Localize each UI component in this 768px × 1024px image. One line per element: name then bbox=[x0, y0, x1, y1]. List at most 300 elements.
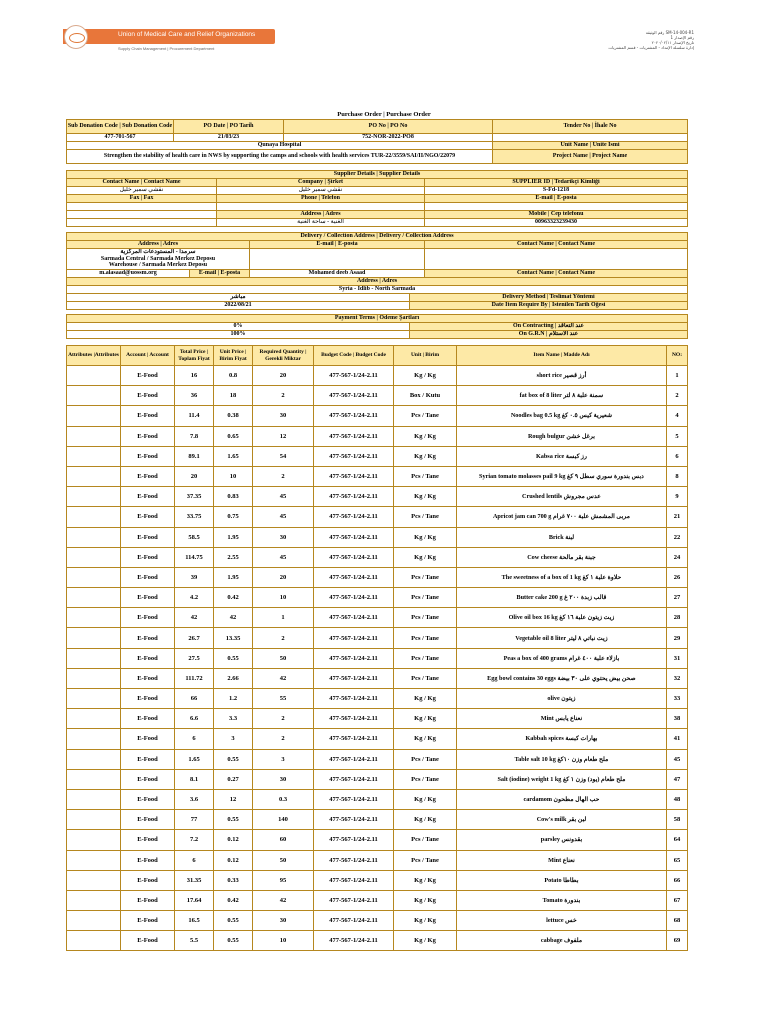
cell-total-price: 16.5 bbox=[175, 911, 214, 931]
tender-label: Tender No | İhale No bbox=[493, 120, 688, 134]
cell-budget-code: 477-567-1/24-2.11 bbox=[314, 386, 394, 406]
cell-unit: Pcs / Tane bbox=[394, 749, 457, 769]
cell-quantity: 45 bbox=[253, 487, 314, 507]
cell-unit: Kg / Kg bbox=[394, 911, 457, 931]
cell-total-price: 27.5 bbox=[175, 648, 214, 668]
warehouse-en: Sarmada Central / Sarmada Merkez Deposu bbox=[100, 255, 216, 262]
cell-item-name: cabbage ملفوف bbox=[457, 931, 667, 951]
cell-total-price: 37.35 bbox=[175, 487, 214, 507]
doc-ref-line-4: إدارة سلسلة الإمداد - المشتريات - قسم المشتريات bbox=[608, 45, 694, 50]
cell-unit-price: 13.35 bbox=[214, 628, 253, 648]
cell-total-price: 77 bbox=[175, 810, 214, 830]
grn-value: 100% bbox=[67, 331, 410, 339]
cell-unit-price: 1.2 bbox=[214, 689, 253, 709]
cell-budget-code: 477-567-1/24-2.11 bbox=[314, 608, 394, 628]
cell-no: 22 bbox=[667, 527, 688, 547]
cell-attributes bbox=[67, 850, 121, 870]
fax-value bbox=[67, 203, 217, 211]
cell-unit-price: 0.12 bbox=[214, 850, 253, 870]
cell-attributes bbox=[67, 608, 121, 628]
cell-item-name: Mint نعناع bbox=[457, 850, 667, 870]
cell-unit: Box / Kutu bbox=[394, 386, 457, 406]
required-date-value: 2022/08/21 bbox=[67, 302, 410, 310]
address2-value: Syria - Idlib - North Sarmada bbox=[67, 285, 688, 293]
org-name: Union of Medical Care and Relief Organizations bbox=[118, 31, 256, 38]
cell-total-price: 1.65 bbox=[175, 749, 214, 769]
cell-item-name: Syrian tomato molasses pail 9 kg دبس بندورة سوري سطل ٩ كغ bbox=[457, 466, 667, 486]
cell-unit-price: 12 bbox=[214, 789, 253, 809]
cell-quantity: 95 bbox=[253, 870, 314, 890]
cell-unit: Pcs / Tane bbox=[394, 850, 457, 870]
address-label: Address | Adres bbox=[217, 211, 425, 219]
cell-account: E-Food bbox=[121, 487, 175, 507]
cell-unit: Kg / Kg bbox=[394, 426, 457, 446]
cell-no: 29 bbox=[667, 628, 688, 648]
cell-budget-code: 477-567-1/24-2.11 bbox=[314, 911, 394, 931]
email-label: E-mail | E-posta bbox=[425, 195, 688, 203]
cell-attributes bbox=[67, 668, 121, 688]
cell-item-name: parsley بقدونس bbox=[457, 830, 667, 850]
cell-attributes bbox=[67, 870, 121, 890]
cell-budget-code: 477-567-1/24-2.11 bbox=[314, 426, 394, 446]
cell-no: 33 bbox=[667, 689, 688, 709]
cell-no: 68 bbox=[667, 911, 688, 931]
cell-total-price: 7.8 bbox=[175, 426, 214, 446]
cell-total-price: 11.4 bbox=[175, 406, 214, 426]
cell-total-price: 6 bbox=[175, 729, 214, 749]
warehouse-value bbox=[67, 249, 250, 270]
cell-account: E-Food bbox=[121, 567, 175, 587]
cell-account: E-Food bbox=[121, 386, 175, 406]
cell-total-price: 39 bbox=[175, 567, 214, 587]
table-row bbox=[67, 507, 688, 527]
doc-ref-line-1: SM-14-004-R1 رقم الوثيقة bbox=[645, 30, 694, 35]
cell-item-name: Olive oil box 16 kg زيت زيتون علبة ١٦ كغ bbox=[457, 608, 667, 628]
cell-budget-code: 477-567-1/24-2.11 bbox=[314, 547, 394, 567]
subdonation-label: Sub Donation Code | Sub Donation Code bbox=[67, 120, 174, 134]
cell-attributes bbox=[67, 547, 121, 567]
cell-unit: Pcs / Tane bbox=[394, 668, 457, 688]
cell-item-name: Egg bowl contains 30 eggs صحن بيض يحتوي على ٣٠ بيضة bbox=[457, 668, 667, 688]
cell-quantity: 60 bbox=[253, 830, 314, 850]
cell-quantity: 12 bbox=[253, 426, 314, 446]
cell-quantity: 0.3 bbox=[253, 789, 314, 809]
cell-unit-price: 0.12 bbox=[214, 830, 253, 850]
delivery-email-label: E-mail | E-posta bbox=[250, 241, 425, 249]
table-row bbox=[67, 911, 688, 931]
cell-total-price: 31.35 bbox=[175, 870, 214, 890]
grn-label: On G.R.N | عند الاستلام bbox=[410, 331, 688, 339]
col-no: NO: bbox=[667, 346, 688, 366]
delivery-email-value bbox=[250, 249, 425, 270]
table-row bbox=[67, 709, 688, 729]
items-table bbox=[66, 345, 688, 951]
cell-attributes bbox=[67, 810, 121, 830]
cell-unit: Pcs / Tane bbox=[394, 588, 457, 608]
table-row bbox=[67, 689, 688, 709]
cell-attributes bbox=[67, 931, 121, 951]
cell-item-name: Kabsa rice رز كبسة bbox=[457, 446, 667, 466]
payment-section-title: Payment Terms | Ödeme Şartları bbox=[67, 315, 688, 323]
company-label: Company | Şirket bbox=[217, 179, 425, 187]
cell-total-price: 111.72 bbox=[175, 668, 214, 688]
cell-unit-price: 0.27 bbox=[214, 769, 253, 789]
cell-no: 26 bbox=[667, 567, 688, 587]
supplier-id-label: SUPPLIER ID | Tedarikçi Kimliği bbox=[425, 179, 688, 187]
cell-budget-code: 477-567-1/24-2.11 bbox=[314, 931, 394, 951]
cell-account: E-Food bbox=[121, 729, 175, 749]
cell-quantity: 42 bbox=[253, 668, 314, 688]
cell-budget-code: 477-567-1/24-2.11 bbox=[314, 366, 394, 386]
cell-quantity: 20 bbox=[253, 567, 314, 587]
contracting-label: On Contracting | عند التعاقد bbox=[410, 323, 688, 331]
table-row bbox=[67, 810, 688, 830]
cell-attributes bbox=[67, 709, 121, 729]
cell-attributes bbox=[67, 648, 121, 668]
project-label: Project Name | Project Name bbox=[493, 150, 688, 164]
cell-unit: Kg / Kg bbox=[394, 527, 457, 547]
cell-quantity: 30 bbox=[253, 769, 314, 789]
cell-unit-price: 0.55 bbox=[214, 648, 253, 668]
cell-budget-code: 477-567-1/24-2.11 bbox=[314, 830, 394, 850]
supplier-id-value: S-Fd-1218 bbox=[425, 187, 688, 195]
cell-unit-price: 0.42 bbox=[214, 890, 253, 910]
method-value: مباشر bbox=[67, 294, 410, 302]
cell-budget-code: 477-567-1/24-2.11 bbox=[314, 466, 394, 486]
supplier-section-title: Supplier Details | Supplier Details bbox=[67, 171, 688, 179]
col-quantity: Required Quantity | Gerekli Miktar bbox=[253, 346, 314, 366]
cell-unit: Kg / Kg bbox=[394, 890, 457, 910]
cell-account: E-Food bbox=[121, 628, 175, 648]
table-row bbox=[67, 466, 688, 486]
cell-unit-price: 0.33 bbox=[214, 870, 253, 890]
cell-quantity: 20 bbox=[253, 366, 314, 386]
org-logo-icon bbox=[64, 25, 88, 49]
cell-budget-code: 477-567-1/24-2.11 bbox=[314, 487, 394, 507]
cell-account: E-Food bbox=[121, 769, 175, 789]
cell-unit-price: 1.95 bbox=[214, 527, 253, 547]
cell-item-name: Cow's milk لبن بقر bbox=[457, 810, 667, 830]
po-no-value: 752-NOR-2022-PO8 bbox=[284, 134, 493, 142]
col-attributes: Attributes |Attributes bbox=[67, 346, 121, 366]
cell-unit-price: 3 bbox=[214, 729, 253, 749]
cell-unit-price: 0.75 bbox=[214, 507, 253, 527]
table-row bbox=[67, 729, 688, 749]
cell-quantity: 30 bbox=[253, 527, 314, 547]
cell-no: 1 bbox=[667, 366, 688, 386]
cell-budget-code: 477-567-1/24-2.11 bbox=[314, 567, 394, 587]
cell-item-name: Vegetable oil 8 liter زيت نباتي ٨ ليتر bbox=[457, 628, 667, 648]
cell-quantity: 30 bbox=[253, 911, 314, 931]
cell-account: E-Food bbox=[121, 911, 175, 931]
cell-budget-code: 477-567-1/24-2.11 bbox=[314, 850, 394, 870]
cell-unit: Pcs / Tane bbox=[394, 567, 457, 587]
table-row bbox=[67, 386, 688, 406]
cell-unit: Kg / Kg bbox=[394, 870, 457, 890]
col-budget-code: Budget Code | Budget Code bbox=[314, 346, 394, 366]
cell-no: 27 bbox=[667, 588, 688, 608]
address2-label: Address | Adres bbox=[67, 277, 688, 285]
cell-account: E-Food bbox=[121, 850, 175, 870]
cell-item-name: Noodles bag 0.5 kg شعيرية كيس ٠.٥ كغ bbox=[457, 406, 667, 426]
cell-unit-price: 0.65 bbox=[214, 426, 253, 446]
cell-quantity: 2 bbox=[253, 466, 314, 486]
table-row bbox=[67, 931, 688, 951]
cell-unit-price: 18 bbox=[214, 386, 253, 406]
cell-account: E-Food bbox=[121, 547, 175, 567]
cell-item-name: Peas a box of 400 grams بازلاء علبة ٤٠٠ غرام bbox=[457, 648, 667, 668]
cell-no: 5 bbox=[667, 426, 688, 446]
cell-unit: Kg / Kg bbox=[394, 487, 457, 507]
cell-unit: Kg / Kg bbox=[394, 709, 457, 729]
doc-ref-line-2: رقم الإصدار 1 bbox=[670, 35, 694, 40]
delivery-contact-value bbox=[425, 249, 688, 270]
cell-no: 48 bbox=[667, 789, 688, 809]
table-row bbox=[67, 668, 688, 688]
cell-total-price: 6 bbox=[175, 850, 214, 870]
cell-quantity: 2 bbox=[253, 729, 314, 749]
company-value: نقشي سمير خليل bbox=[217, 187, 425, 195]
cell-unit-price: 0.83 bbox=[214, 487, 253, 507]
po-date-label: PO Date | PO Tarih bbox=[174, 120, 284, 134]
cell-quantity: 2 bbox=[253, 709, 314, 729]
cell-quantity: 3 bbox=[253, 749, 314, 769]
delivery-table bbox=[66, 232, 688, 294]
cell-budget-code: 477-567-1/24-2.11 bbox=[314, 628, 394, 648]
cell-total-price: 4.2 bbox=[175, 588, 214, 608]
cell-attributes bbox=[67, 527, 121, 547]
unit-value: Qunaya Hospital bbox=[67, 142, 493, 150]
cell-item-name: lettuce خس bbox=[457, 911, 667, 931]
cell-unit-price: 0.55 bbox=[214, 810, 253, 830]
cell-account: E-Food bbox=[121, 466, 175, 486]
cell-quantity: 50 bbox=[253, 648, 314, 668]
cell-unit-price: 2.55 bbox=[214, 547, 253, 567]
cell-account: E-Food bbox=[121, 588, 175, 608]
cell-attributes bbox=[67, 426, 121, 446]
supplier-table bbox=[66, 170, 688, 227]
cell-quantity: 1 bbox=[253, 608, 314, 628]
cell-unit: Kg / Kg bbox=[394, 810, 457, 830]
table-row bbox=[67, 366, 688, 386]
cell-budget-code: 477-567-1/24-2.11 bbox=[314, 810, 394, 830]
cell-total-price: 5.5 bbox=[175, 931, 214, 951]
cell-total-price: 26.7 bbox=[175, 628, 214, 648]
cell-attributes bbox=[67, 386, 121, 406]
delivery-contact-label: Contact Name | Contact Name bbox=[425, 241, 688, 249]
subdonation-value: 477-701-567 bbox=[67, 134, 174, 142]
contracting-value: 0% bbox=[67, 323, 410, 331]
cell-total-price: 42 bbox=[175, 608, 214, 628]
table-row bbox=[67, 890, 688, 910]
cell-unit-price: 3.3 bbox=[214, 709, 253, 729]
delivery-section-title: Delivery / Collection Address | Delivery / Collection Address bbox=[67, 233, 688, 241]
cell-total-price: 36 bbox=[175, 386, 214, 406]
cell-attributes bbox=[67, 567, 121, 587]
cell-account: E-Food bbox=[121, 931, 175, 951]
fax-label: Fax | Fax bbox=[67, 195, 217, 203]
col-item-name: Item Name | Madde Adı bbox=[457, 346, 667, 366]
cell-unit: Kg / Kg bbox=[394, 729, 457, 749]
cell-unit-price: 0.55 bbox=[214, 749, 253, 769]
cell-item-name: short rice أرز قصير bbox=[457, 366, 667, 386]
cell-item-name: cardamom حب الهال مطحون bbox=[457, 789, 667, 809]
cell-item-name: Tomato بندورة bbox=[457, 890, 667, 910]
cell-budget-code: 477-567-1/24-2.11 bbox=[314, 648, 394, 668]
cell-account: E-Food bbox=[121, 890, 175, 910]
table-row bbox=[67, 648, 688, 668]
cell-account: E-Food bbox=[121, 527, 175, 547]
cell-quantity: 140 bbox=[253, 810, 314, 830]
mobile-label: Mobile | Cep telefonu bbox=[425, 211, 688, 219]
cell-attributes bbox=[67, 830, 121, 850]
cell-account: E-Food bbox=[121, 507, 175, 527]
cell-unit: Pcs / Tane bbox=[394, 608, 457, 628]
table-row bbox=[67, 567, 688, 587]
cell-attributes bbox=[67, 446, 121, 466]
cell-no: 41 bbox=[667, 729, 688, 749]
cell-total-price: 6.6 bbox=[175, 709, 214, 729]
table-row bbox=[67, 406, 688, 426]
col-unit: Unit | Birim bbox=[394, 346, 457, 366]
cell-attributes bbox=[67, 769, 121, 789]
cell-item-name: Table salt 10 kg ملح طعام وزن ١٠كغ bbox=[457, 749, 667, 769]
cell-budget-code: 477-567-1/24-2.11 bbox=[314, 749, 394, 769]
address-value: الغنية - ساحة الغنية bbox=[217, 219, 425, 227]
cell-budget-code: 477-567-1/24-2.11 bbox=[314, 527, 394, 547]
cell-item-name: Potato بطاطا bbox=[457, 870, 667, 890]
cell-total-price: 8.1 bbox=[175, 769, 214, 789]
cell-unit-price: 0.8 bbox=[214, 366, 253, 386]
cell-item-name: Apricot jam can 700 g مربى المشمش علبة ٧٠٠ غرام bbox=[457, 507, 667, 527]
cell-no: 67 bbox=[667, 890, 688, 910]
cell-total-price: 7.2 bbox=[175, 830, 214, 850]
required-date-label: Date Item Require By | İstenilen Tarih Öğesi bbox=[410, 302, 688, 310]
cell-unit: Kg / Kg bbox=[394, 689, 457, 709]
cell-quantity: 45 bbox=[253, 547, 314, 567]
cell-no: 4 bbox=[667, 406, 688, 426]
mobile-value: 00963323239430 bbox=[425, 219, 688, 227]
cell-account: E-Food bbox=[121, 870, 175, 890]
cell-total-price: 20 bbox=[175, 466, 214, 486]
table-row bbox=[67, 870, 688, 890]
cell-item-name: fat box of 8 liter سمنة علبة ٨ لتر bbox=[457, 386, 667, 406]
cell-unit-price: 0.55 bbox=[214, 931, 253, 951]
cell-unit-price: 42 bbox=[214, 608, 253, 628]
cell-item-name: Cow cheese جبنة بقر مالحة bbox=[457, 547, 667, 567]
cell-total-price: 16 bbox=[175, 366, 214, 386]
contact-value: نقشي سمير خليل bbox=[67, 187, 217, 195]
cell-unit-price: 0.38 bbox=[214, 406, 253, 426]
cell-unit: Pcs / Tane bbox=[394, 648, 457, 668]
cell-no: 38 bbox=[667, 709, 688, 729]
cell-account: E-Food bbox=[121, 406, 175, 426]
cell-item-name: olive زيتون bbox=[457, 689, 667, 709]
cell-unit: Pcs / Tane bbox=[394, 830, 457, 850]
cell-total-price: 66 bbox=[175, 689, 214, 709]
table-row bbox=[67, 830, 688, 850]
table-row bbox=[67, 547, 688, 567]
cell-no: 8 bbox=[667, 466, 688, 486]
cell-no: 6 bbox=[667, 446, 688, 466]
phone-label: Phone | Telefon bbox=[217, 195, 425, 203]
cell-budget-code: 477-567-1/24-2.11 bbox=[314, 507, 394, 527]
cell-unit-price: 10 bbox=[214, 466, 253, 486]
contact-label: Contact Name | Contact Name bbox=[67, 179, 217, 187]
cell-attributes bbox=[67, 366, 121, 386]
cell-quantity: 2 bbox=[253, 386, 314, 406]
cell-budget-code: 477-567-1/24-2.11 bbox=[314, 870, 394, 890]
cell-budget-code: 477-567-1/24-2.11 bbox=[314, 769, 394, 789]
cell-attributes bbox=[67, 628, 121, 648]
cell-unit: Kg / Kg bbox=[394, 366, 457, 386]
cell-no: 32 bbox=[667, 668, 688, 688]
cell-account: E-Food bbox=[121, 830, 175, 850]
cell-account: E-Food bbox=[121, 789, 175, 809]
cell-unit-price: 1.95 bbox=[214, 567, 253, 587]
cell-no: 69 bbox=[667, 931, 688, 951]
cell-account: E-Food bbox=[121, 446, 175, 466]
cell-no: 65 bbox=[667, 850, 688, 870]
table-row bbox=[67, 588, 688, 608]
cell-unit: Pcs / Tane bbox=[394, 507, 457, 527]
project-value: Strengthen the stability of health care in NWS by supporting the camps and schools with health services TUR-22/3559/SAI/II/NGO/22079 bbox=[67, 150, 493, 164]
col-total-price: Total Price | Toplam Fiyat bbox=[175, 346, 214, 366]
cell-no: 45 bbox=[667, 749, 688, 769]
cell-budget-code: 477-567-1/24-2.11 bbox=[314, 446, 394, 466]
email2-label: E-mail | E-posta bbox=[190, 269, 250, 277]
cell-unit: Kg / Kg bbox=[394, 789, 457, 809]
cell-quantity: 55 bbox=[253, 689, 314, 709]
col-unit-price: Unit Price | Birim Fiyat bbox=[214, 346, 253, 366]
method-label: Delivery Method | Teslimat Yöntemi bbox=[410, 294, 688, 302]
contact2-value: Mohamed deeb Asaad bbox=[250, 269, 425, 277]
cell-total-price: 89.1 bbox=[175, 446, 214, 466]
cell-no: 66 bbox=[667, 870, 688, 890]
cell-budget-code: 477-567-1/24-2.11 bbox=[314, 689, 394, 709]
cell-quantity: 10 bbox=[253, 931, 314, 951]
warehouse-label: Warehouse / Sarmada Merkez Deposu bbox=[108, 262, 208, 268]
cell-unit: Pcs / Tane bbox=[394, 406, 457, 426]
cell-unit: Pcs / Tane bbox=[394, 466, 457, 486]
cell-unit-price: 2.66 bbox=[214, 668, 253, 688]
cell-item-name: The sweetness of a box of 1 kg حلاوة علبة ١ كغ bbox=[457, 567, 667, 587]
cell-account: E-Food bbox=[121, 810, 175, 830]
cell-no: 24 bbox=[667, 547, 688, 567]
po-no-label: PO No | PO No bbox=[284, 120, 493, 134]
cell-budget-code: 477-567-1/24-2.11 bbox=[314, 890, 394, 910]
delivery-method-table bbox=[66, 293, 688, 310]
cell-no: 9 bbox=[667, 487, 688, 507]
cell-item-name: Kabbah spices بهارات كبسة bbox=[457, 729, 667, 749]
cell-no: 21 bbox=[667, 507, 688, 527]
cell-account: E-Food bbox=[121, 608, 175, 628]
email2-value: m.alasaad@uossm.org bbox=[67, 269, 190, 277]
cell-account: E-Food bbox=[121, 749, 175, 769]
cell-account: E-Food bbox=[121, 689, 175, 709]
table-row bbox=[67, 487, 688, 507]
cell-attributes bbox=[67, 487, 121, 507]
cell-attributes bbox=[67, 689, 121, 709]
payment-table bbox=[66, 314, 688, 339]
cell-item-name: Brick لبنة bbox=[457, 527, 667, 547]
cell-budget-code: 477-567-1/24-2.11 bbox=[314, 406, 394, 426]
cell-unit: Kg / Kg bbox=[394, 931, 457, 951]
table-row bbox=[67, 527, 688, 547]
cell-no: 64 bbox=[667, 830, 688, 850]
contact2-label: Contact Name | Contact Name bbox=[425, 269, 688, 277]
cell-account: E-Food bbox=[121, 426, 175, 446]
